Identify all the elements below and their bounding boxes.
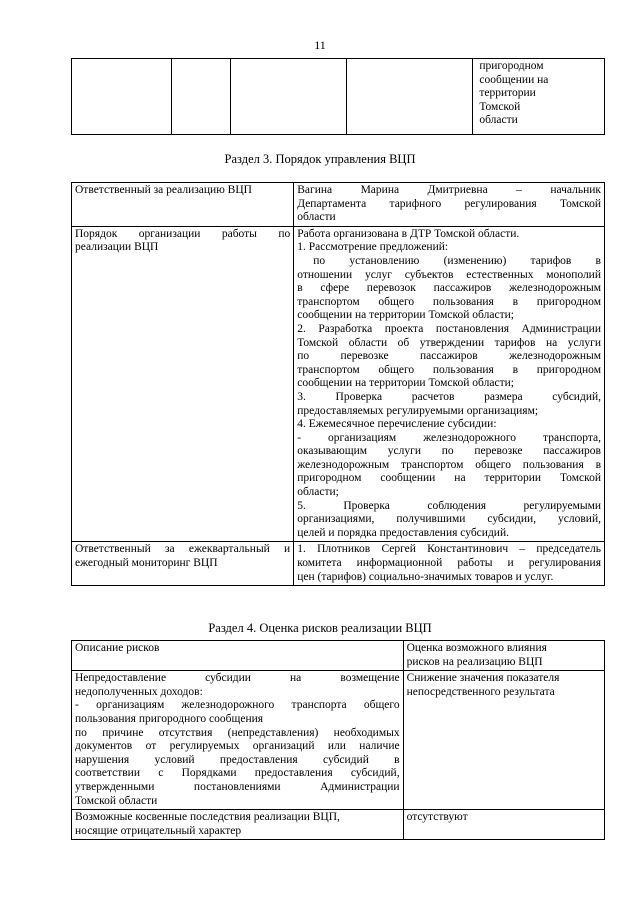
cell-line: Возможные косвенные последствия реализации ВЦП,	[75, 811, 340, 824]
procedure-value	[294, 226, 605, 542]
cell-line: 1. Рассмотрение предложений:	[297, 241, 449, 254]
cell-line: 1. Плотников Сергей Константинович – председатель	[297, 543, 601, 556]
table-cell	[72, 59, 172, 135]
cell-line: комитета информационной работы и регулирования	[297, 557, 601, 570]
cell-line: непосредственного результата	[406, 685, 555, 698]
cell-line: Томской области об утверждении тарифов на услуги	[297, 336, 601, 349]
cell-line: 5. Проверка соблюдения регулируемыми	[297, 499, 601, 512]
table-cell	[347, 59, 473, 135]
page-number: 11	[314, 38, 326, 52]
section-4-table	[71, 640, 605, 840]
cell-line: сообщении на территории Томской области;	[297, 377, 514, 390]
cell-line: недополученных доходов:	[75, 685, 203, 698]
cell-line: оказывающим услуги по перевозке пассажиров	[297, 445, 601, 458]
table-row	[72, 226, 605, 542]
continued-table	[71, 58, 605, 135]
cell-line: Департамента тарифного регулирования Томской	[297, 197, 601, 210]
cell-line: Ответственный за ежеквартальный и	[75, 543, 291, 556]
cell-line: организациями, получившими субсидии, условий,	[297, 513, 601, 526]
cell-line: пригородном	[479, 60, 544, 72]
responsible-label: Ответственный за реализацию ВЦП	[72, 183, 294, 227]
cell-line: области	[479, 114, 518, 127]
cell-line: целей и порядка предоставления субсидий.	[297, 526, 509, 539]
cell-line: Работа организована в ДТР Томской области.	[297, 227, 520, 240]
cell-line: Оценка возможного влияния	[406, 642, 547, 654]
cell-line: по причине отсутствия (непредставления) необходимых	[75, 726, 400, 739]
table-header-row	[72, 641, 605, 671]
table-cell-territory	[473, 59, 605, 135]
monitoring-label	[72, 542, 294, 586]
cell-line: соответствии с Порядками предоставления субсидий,	[75, 767, 400, 780]
responsible-value	[294, 183, 605, 227]
cell-line: Томской области	[75, 794, 158, 807]
cell-line: по установлению (изменению) тарифов в	[313, 254, 601, 267]
risk-impact	[403, 671, 604, 810]
cell-line: 4. Ежемесячное перечисление субсидии:	[297, 418, 497, 431]
section-3-title: Раздел 3. Порядок управления ВЦП	[224, 152, 416, 166]
cell-line: документов от регулируемых организаций или наличие	[75, 740, 400, 753]
cell-line: 3. Проверка расчетов размера субсидий,	[297, 390, 601, 403]
cell-line: Непредоставление субсидии на возмещение	[75, 672, 400, 685]
table-cell	[230, 59, 346, 135]
cell-line: Снижение значения показателя	[406, 672, 560, 685]
table-row	[72, 59, 605, 135]
header-risk-description: Описание рисков	[72, 641, 404, 671]
cell-line: пользования пригородного сообщения	[75, 712, 264, 725]
cell-line: реализации ВЦП	[75, 241, 159, 254]
cell-line: утвержденными постановлениями Администрации	[75, 780, 400, 793]
cell-line: Порядок организации работы по	[75, 227, 291, 240]
cell-line: области	[297, 211, 336, 224]
table-row	[72, 810, 605, 840]
cell-line: 2. Разработка проекта постановления Администрации	[297, 322, 601, 335]
cell-line: по перевозке пассажиров железнодорожным	[297, 350, 601, 363]
cell-line: цен (тарифов) социально-значимых товаров и услуг.	[297, 570, 554, 583]
header-risk-impact	[403, 641, 604, 671]
cell-line: носящие отрицательный характер	[75, 824, 242, 837]
cell-line: Вагина Марина Дмитриевна – начальник	[297, 184, 601, 196]
cell-line: Томской	[479, 100, 521, 113]
monitoring-value	[294, 542, 605, 586]
cell-line: железнодорожным транспортом общего пользования в	[297, 458, 601, 471]
risk-description	[72, 671, 404, 810]
cell-line: в сфере перевозок пассажиров железнодорожным	[297, 282, 601, 295]
table-row	[72, 183, 605, 227]
cell-line: области;	[297, 486, 339, 499]
table-row	[72, 542, 605, 586]
cell-line: рисков на реализацию ВЦП	[406, 655, 543, 668]
cell-line: пригородном сообщении на территории Томской	[297, 472, 601, 485]
cell-line: территории	[479, 87, 536, 100]
indirect-effects-impact: отсутствуют	[403, 810, 604, 840]
cell-line: отношении услуг субъектов естественных монополий	[297, 268, 601, 281]
table-cell	[172, 59, 231, 135]
cell-line: сообщении на территории Томской области;	[297, 309, 514, 322]
cell-line: - организациям железнодорожного транспорта общего	[75, 699, 400, 712]
section-4-title: Раздел 4. Оценка рисков реализации ВЦП	[208, 621, 432, 635]
section-3-table	[71, 182, 605, 586]
cell-line: нарушения условий предоставления субсидий в	[75, 753, 400, 766]
cell-line: транспортом общего пользования в пригородном	[297, 363, 601, 376]
table-row	[72, 671, 605, 810]
cell-line: - организациям железнодорожного транспорта,	[297, 431, 601, 444]
procedure-label	[72, 226, 294, 542]
cell-line: транспортом общего пользования в пригородном	[297, 295, 601, 308]
cell-line: сообщении на	[479, 73, 549, 86]
indirect-effects-description	[72, 810, 404, 840]
cell-line: предоставляемых регулируемыми организациям;	[297, 404, 539, 417]
cell-line: ежегодный мониторинг ВЦП	[75, 557, 218, 570]
